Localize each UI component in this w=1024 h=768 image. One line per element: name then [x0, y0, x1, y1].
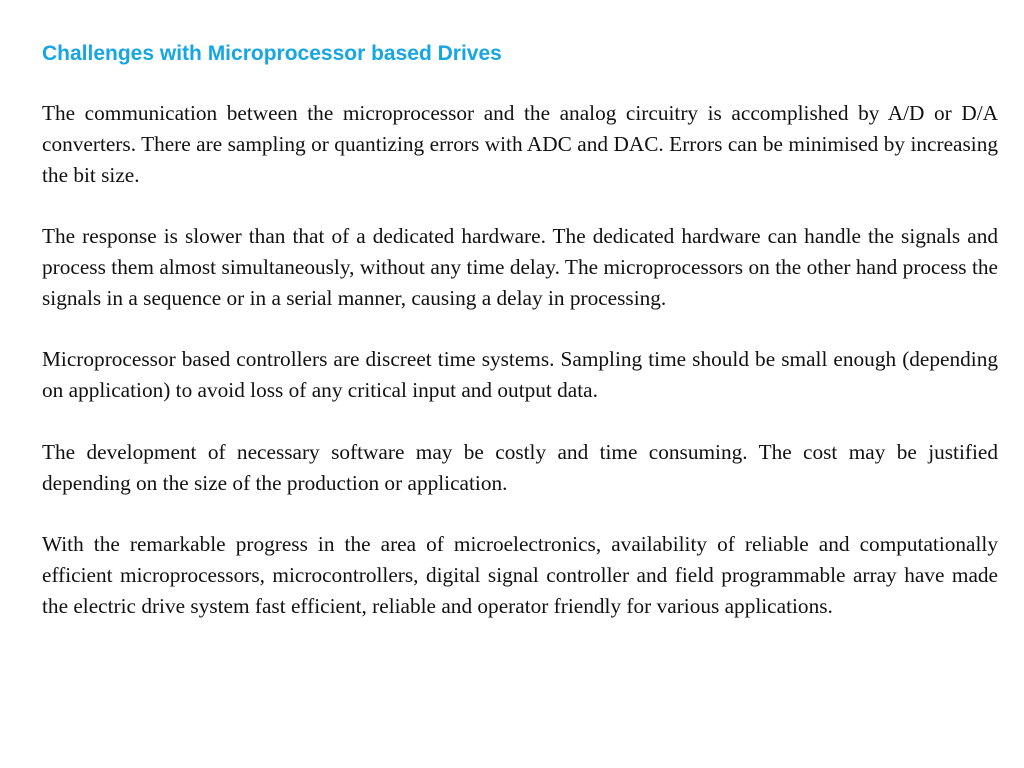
- slide-title: Challenges with Microprocessor based Drives: [42, 42, 502, 65]
- slide-body: [42, 98, 998, 622]
- paragraph-software-cost: The development of necessary software may be costly and time consuming. The cost may be justified depending on the size of the production or application.: [42, 439, 998, 495]
- paragraph-slower-response: The response is slower than that of a dedicated hardware. The dedicated hardware can handle the signals and process them almost simultaneously, without any time delay. The microprocessors on the other hand process the signals in a sequence or in a serial manner, causing a delay in processing.: [42, 224, 998, 310]
- paragraph-discrete-time-systems: Microprocessor based controllers are discreet time systems. Sampling time should be small enough (depending on application) to avoid loss of any critical input and output data.: [42, 347, 998, 403]
- paragraph-microelectronics-progress: With the remarkable progress in the area of microelectronics, availability of reliable and computationally efficient microprocessors, microcontrollers, digital signal controller and field programmable array have made the electric drive system fast efficient, reliable and operator friendly for various applications.: [42, 532, 998, 618]
- paragraph-adc-dac-errors: The communication between the microprocessor and the analog circuitry is accomplished by A/D or D/A converters. There are sampling or quantizing errors with ADC and DAC. Errors can be minimised by increasing the bit size.: [42, 101, 998, 187]
